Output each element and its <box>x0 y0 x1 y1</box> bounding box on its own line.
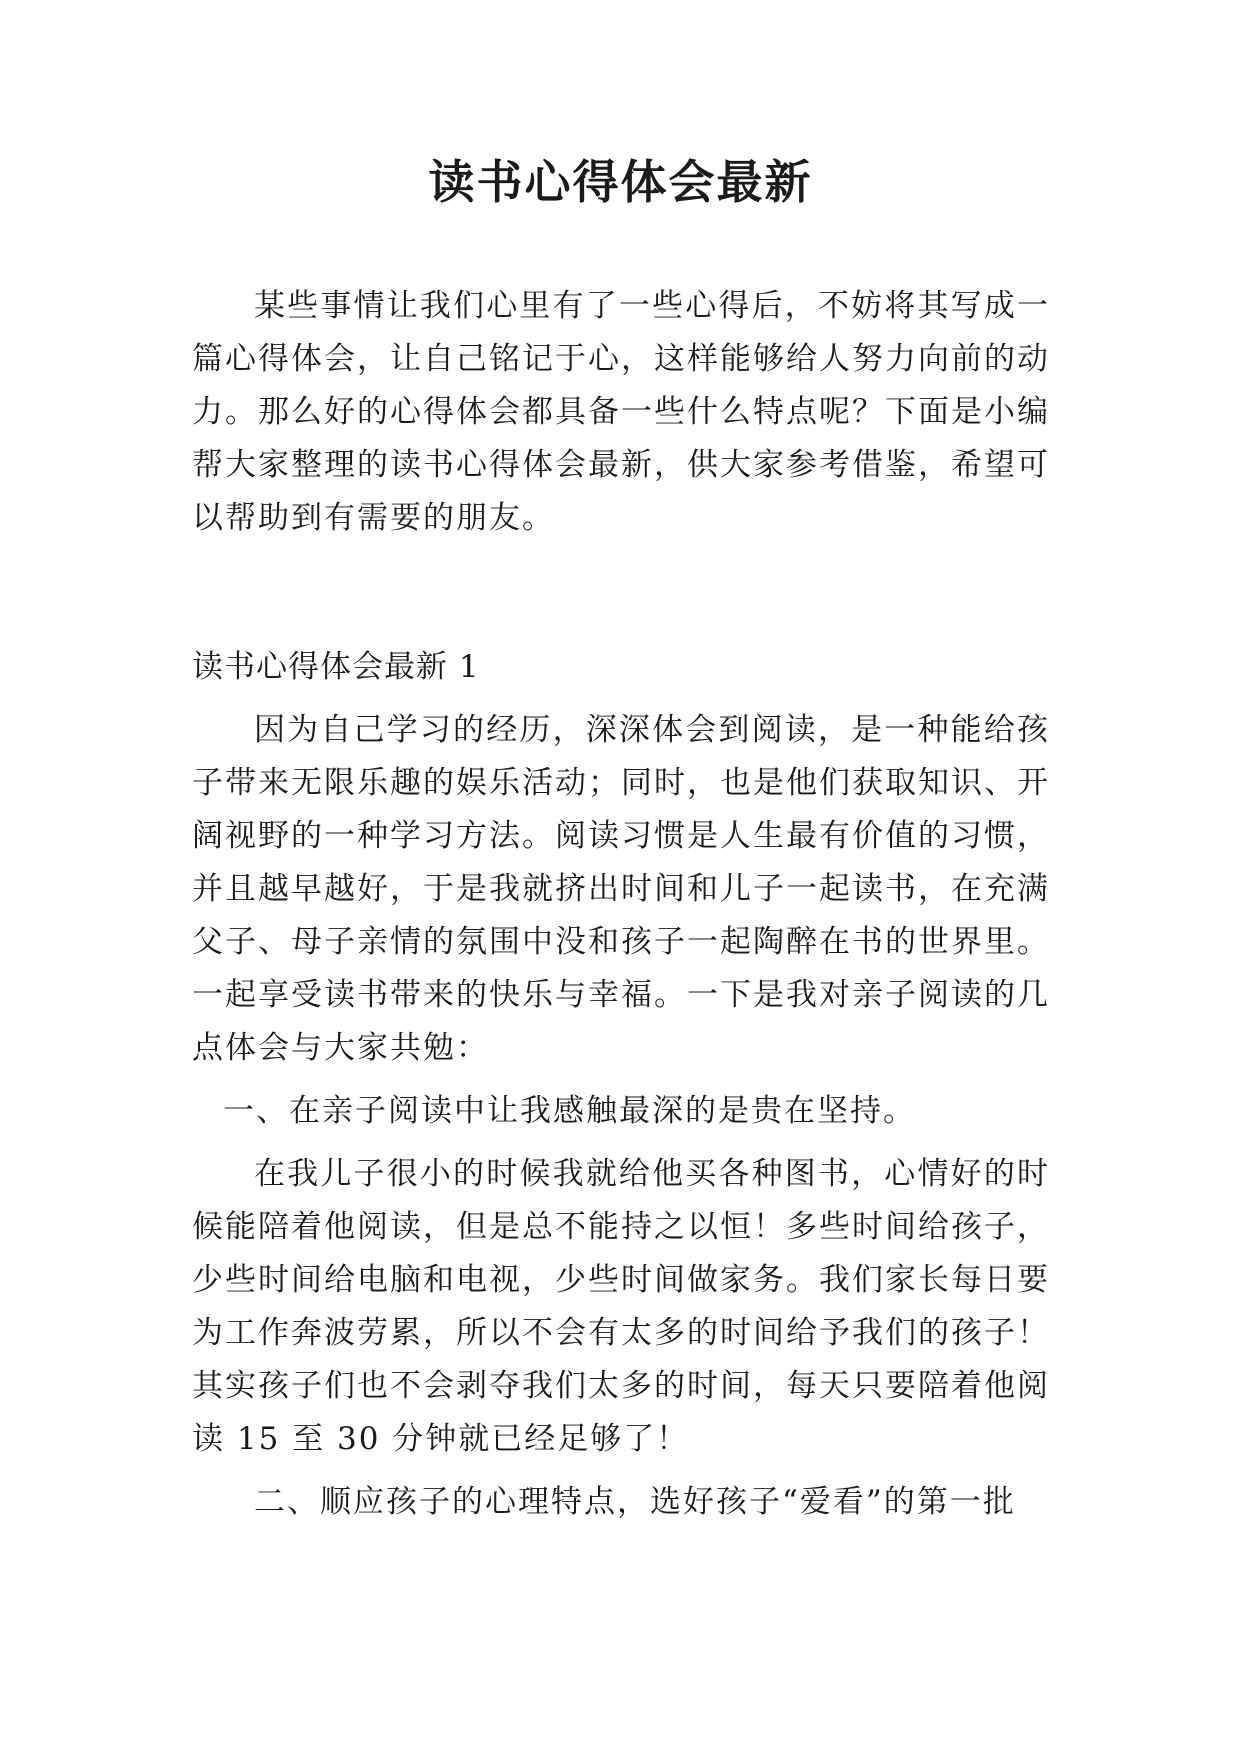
section-1-point-2: 二、顺应孩子的心理特点，选好孩子“爱看”的第一批 <box>254 1484 1016 1520</box>
section-1-paragraph-1: 因为自己学习的经历，深深体会到阅读，是一种能给孩子带来无限乐趣的娱乐活动；同时，也是他们获取知识、开阔视野的一种学习方法。阅读习惯是人生最有价值的习惯，并且越早越好，于是我就挤出时间和儿子一起读书，在充满父子、母子亲情的氛围中没和孩子一起陶醉在书的世界里。一起享受读书带来的快乐与幸福。一下是我对亲子阅读的几点体会与大家共勉： <box>192 712 1050 1066</box>
section-1-heading: 读书心得体会最新 1 <box>192 649 480 685</box>
section-1-point-1: 一、在亲子阅读中让我感触最深的是贵在坚持。 <box>223 1093 916 1129</box>
section-1 <box>192 640 1050 1529</box>
section-1-paragraph-2: 在我儿子很小的时候我就给他买各种图书，心情好的时候能陪着他阅读，但是总不能持之以恒！多些时间给孩子，少些时间给电脑和电视，少些时间做家务。我们家长每日要为工作奔波劳累，所以不会有太多的时间给予我们的孩子！其实孩子们也不会剥夺我们太多的时间，每天只要陪着他阅读 15 至 30 分钟就已经足够了！ <box>192 1156 1050 1457</box>
intro-paragraph: 某些事情让我们心里有了一些心得后，不妨将其写成一篇心得体会，让自己铭记于心，这样能够给人努力向前的动力。那么好的心得体会都具备一些什么特点呢？下面是小编帮大家整理的读书心得体会最新，供大家参考借鉴，希望可以帮助到有需要的朋友。 <box>192 288 1050 536</box>
document-title: 读书心得体会最新 <box>428 155 813 209</box>
intro-block <box>192 280 1050 545</box>
